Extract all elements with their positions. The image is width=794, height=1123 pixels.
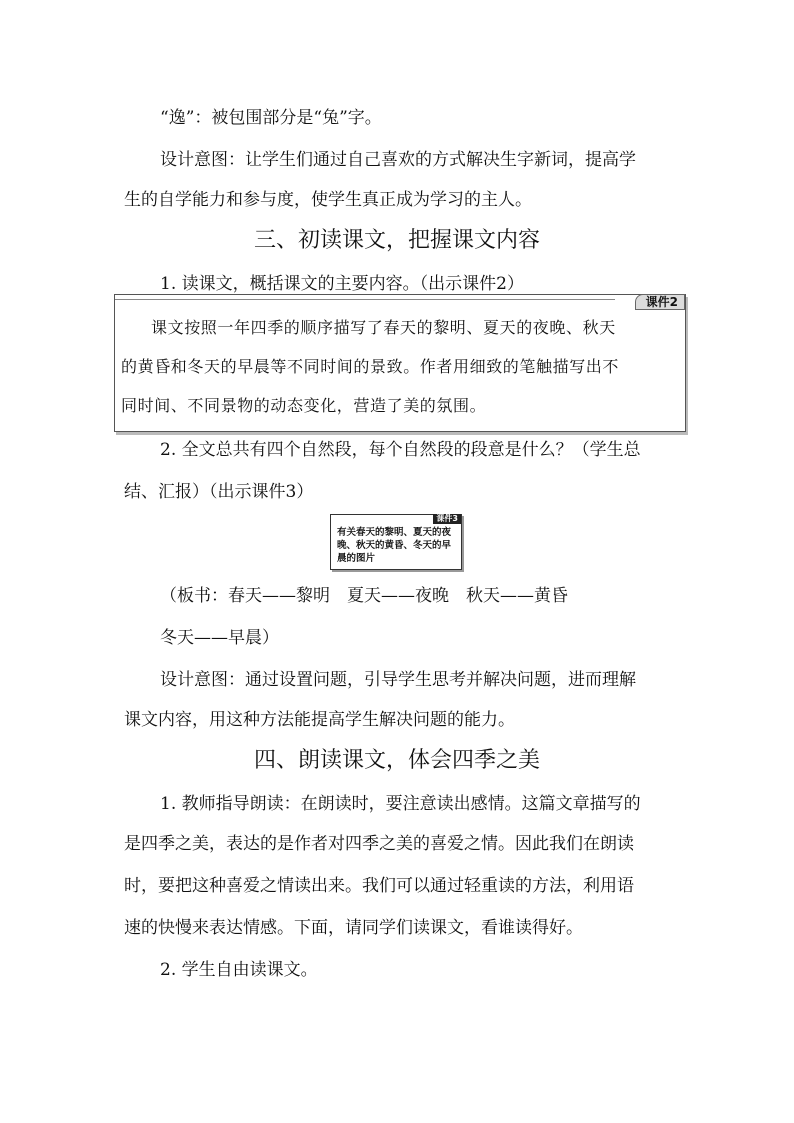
section-heading-4: 四、朗读课文，体会四季之美 xyxy=(253,748,540,773)
courseware-3-box xyxy=(330,514,462,570)
design-intent-2-line1: 设计意图：通过设置问题，引导学生思考并解决问题，进而理解 xyxy=(160,670,636,690)
courseware-2-rule xyxy=(115,299,615,300)
section-heading-3: 三、初读课文，把握课文内容 xyxy=(253,228,540,253)
design-intent-1-line2: 生的自学能力和参与度，使学生真正成为学习的主人。 xyxy=(124,190,532,210)
paragraph-read-summary: 1. 读课文，概括课文的主要内容。（出示课件2） xyxy=(160,274,524,294)
courseware-2-tag: 课件2 xyxy=(635,294,685,310)
courseware-2-box xyxy=(114,294,686,432)
design-intent-1-line1: 设计意图：让学生们通过自己喜欢的方式解决生字新词，提高学 xyxy=(160,150,636,170)
reading-guidance-line1: 1. 教师指导朗读：在朗读时，要注意读出感情。这篇文章描写的 xyxy=(160,794,641,814)
reading-guidance-line3: 时，要把这种喜爱之情读出来。我们可以通过轻重读的方法，利用语 xyxy=(124,876,634,896)
paragraph-character-note: “逸”：被包围部分是“兔”字。 xyxy=(160,108,382,128)
board-writing-line1: （板书：春天——黎明 夏天——夜晚 秋天——黄昏 xyxy=(160,586,568,606)
paragraph-free-reading: 2. 学生自由读课文。 xyxy=(160,960,318,980)
reading-guidance-line2: 是四季之美，表达的是作者对四季之美的喜爱之情。因此我们在朗读 xyxy=(124,834,634,854)
courseware-2-line2: 的黄昏和冬天的早晨等不同时间的景致。作者用细致的笔触描写出不 xyxy=(121,357,620,376)
courseware-2-line3: 同时间、不同景物的动态变化，营造了美的氛围。 xyxy=(121,396,487,415)
design-intent-2-line2: 课文内容，用这种方法能提高学生解决问题的能力。 xyxy=(124,710,515,730)
courseware-3-tag: 课件3 xyxy=(433,514,461,524)
board-writing-line2: 冬天——早晨） xyxy=(160,628,279,648)
paragraph-question-line2: 结、汇报）（出示课件3） xyxy=(124,482,314,502)
courseware-2-line1: 课文按照一年四季的顺序描写了春天的黎明、夏天的夜晚、秋天 xyxy=(151,318,616,337)
courseware-3-text: 有关春天的黎明、夏天的夜晚、秋天的黄昏、冬天的早晨的图片 xyxy=(337,527,452,564)
paragraph-question-line1: 2. 全文总共有四个自然段，每个自然段的段意是什么？（学生总 xyxy=(160,440,641,460)
reading-guidance-line4: 速的快慢来表达情感。下面，请同学们读课文，看谁读得好。 xyxy=(124,918,583,938)
